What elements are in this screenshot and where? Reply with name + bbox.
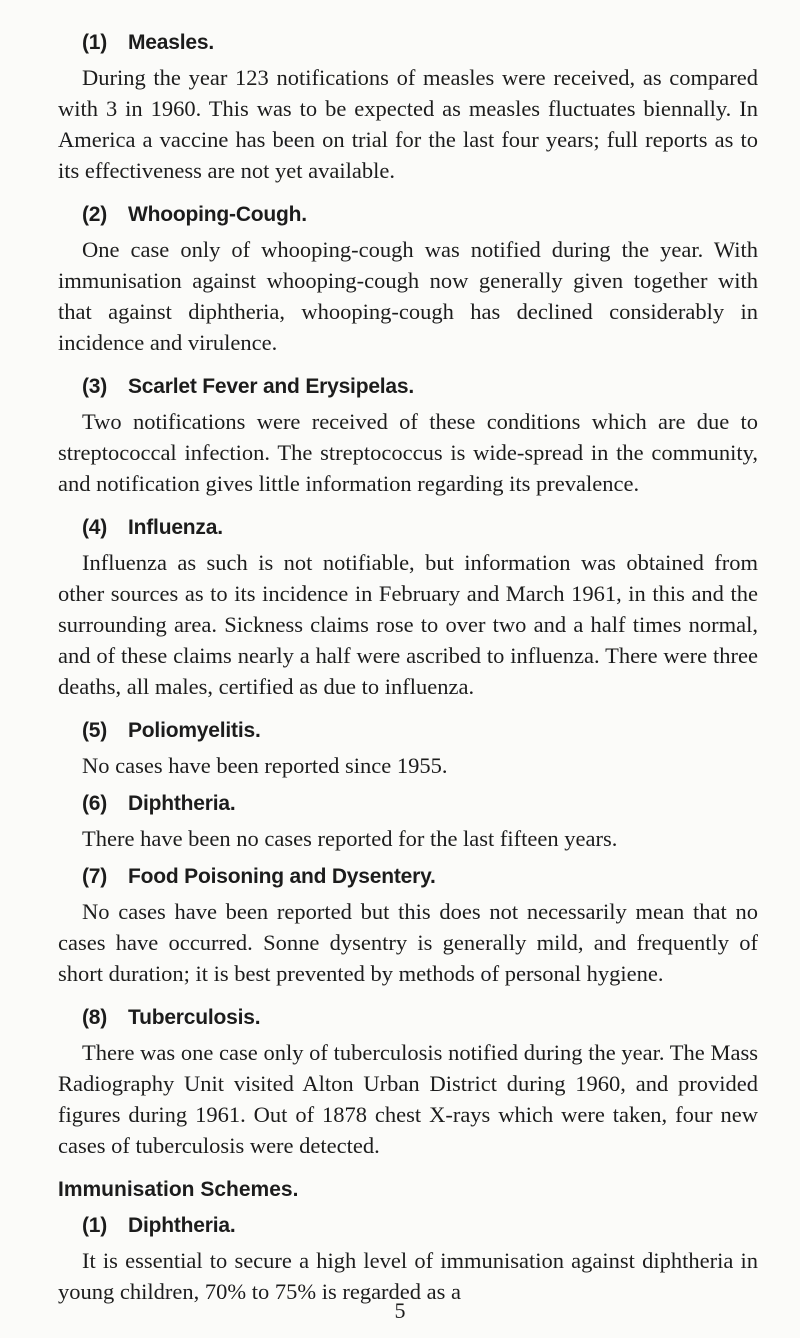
section-heading — [58, 716, 758, 746]
section-paragraph: No cases have been reported since 1955. — [82, 753, 448, 778]
section-influenza — [58, 513, 758, 702]
section-tuberculosis — [58, 1003, 758, 1161]
section-immunisation-diphtheria — [58, 1211, 758, 1307]
section-heading — [58, 1211, 758, 1241]
immunisation-heading: Immunisation Schemes. — [58, 1178, 299, 1201]
section-heading — [58, 513, 758, 543]
section-number: (1) — [82, 31, 108, 54]
section-title: Whooping-Cough. — [128, 203, 307, 226]
section-measles — [58, 28, 758, 186]
section-title: Measles. — [128, 31, 214, 54]
page-number: 5 — [394, 1298, 406, 1323]
section-paragraph: There have been no cases reported for the last fifteen years. — [82, 826, 618, 851]
section-title: Poliomyelitis. — [128, 719, 261, 742]
section-paragraph: Influenza as such is not notifiable, but information was obtained from other sources as to its incidence in February and March 1961, in this and the surrounding area. Sickness claims rose to over two and a half times normal, and of these claims nearly a half were ascribed to influenza. There were three deaths, all males, certified as due to influenza. — [58, 550, 758, 699]
section-diphtheria — [58, 789, 758, 854]
section-paragraph: No cases have been reported but this does not necessarily mean that no cases have occurred. Sonne dysentry is generally mild, and frequently of short duration; it is best prevented by methods of personal hygiene. — [58, 899, 758, 986]
document-page — [58, 28, 758, 1321]
section-paragraph: There was one case only of tuberculosis notified during the year. The Mass Radiography Unit visited Alton Urban District during 1960, and provided figures during 1961. Out of 1878 chest X-rays which were taken, four new cases of tuberculosis were detected. — [58, 1040, 758, 1158]
section-paragraph: It is essential to secure a high level of immunisation against diphtheria in young children, 70% to 75% is regarded as a — [58, 1248, 758, 1304]
section-title: Food Poisoning and Dysentery. — [128, 865, 436, 888]
section-paragraph: During the year 123 notifications of measles were received, as compared with 3 in 1960. This was to be expected as measles fluctuates biennally. In America a vaccine has been on trial for the last four years; full reports as to its effectiveness are not yet available. — [58, 65, 758, 183]
section-title: Scarlet Fever and Erysipelas. — [128, 375, 415, 398]
section-heading — [58, 1003, 758, 1033]
section-number: (7) — [82, 865, 108, 888]
section-number: (5) — [82, 719, 108, 742]
section-heading — [58, 789, 758, 819]
section-number: (1) — [82, 1214, 108, 1237]
section-title: Tuberculosis. — [128, 1006, 261, 1029]
section-heading — [58, 28, 758, 58]
section-number: (4) — [82, 516, 108, 539]
section-number: (2) — [82, 203, 108, 226]
section-number: (3) — [82, 375, 108, 398]
section-title: Diphtheria. — [128, 1214, 236, 1237]
section-number: (6) — [82, 792, 108, 815]
section-title: Influenza. — [128, 516, 223, 539]
section-paragraph: Two notifications were received of these conditions which are due to streptococcal infection. The streptococcus is wide-spread in the community, and notification gives little information regarding its prevalence. — [58, 409, 758, 496]
section-heading — [58, 200, 758, 230]
section-scarlet-fever — [58, 372, 758, 499]
section-paragraph: One case only of whooping-cough was notified during the year. With immunisation against whooping-cough now generally given together with that against diphtheria, whooping-cough has declined considerably in incidence and virulence. — [58, 237, 758, 355]
section-number: (8) — [82, 1006, 108, 1029]
section-heading — [58, 862, 758, 892]
section-food-poisoning — [58, 862, 758, 989]
section-whooping-cough — [58, 200, 758, 358]
section-poliomyelitis — [58, 716, 758, 781]
section-heading — [58, 372, 758, 402]
section-title: Diphtheria. — [128, 792, 236, 815]
